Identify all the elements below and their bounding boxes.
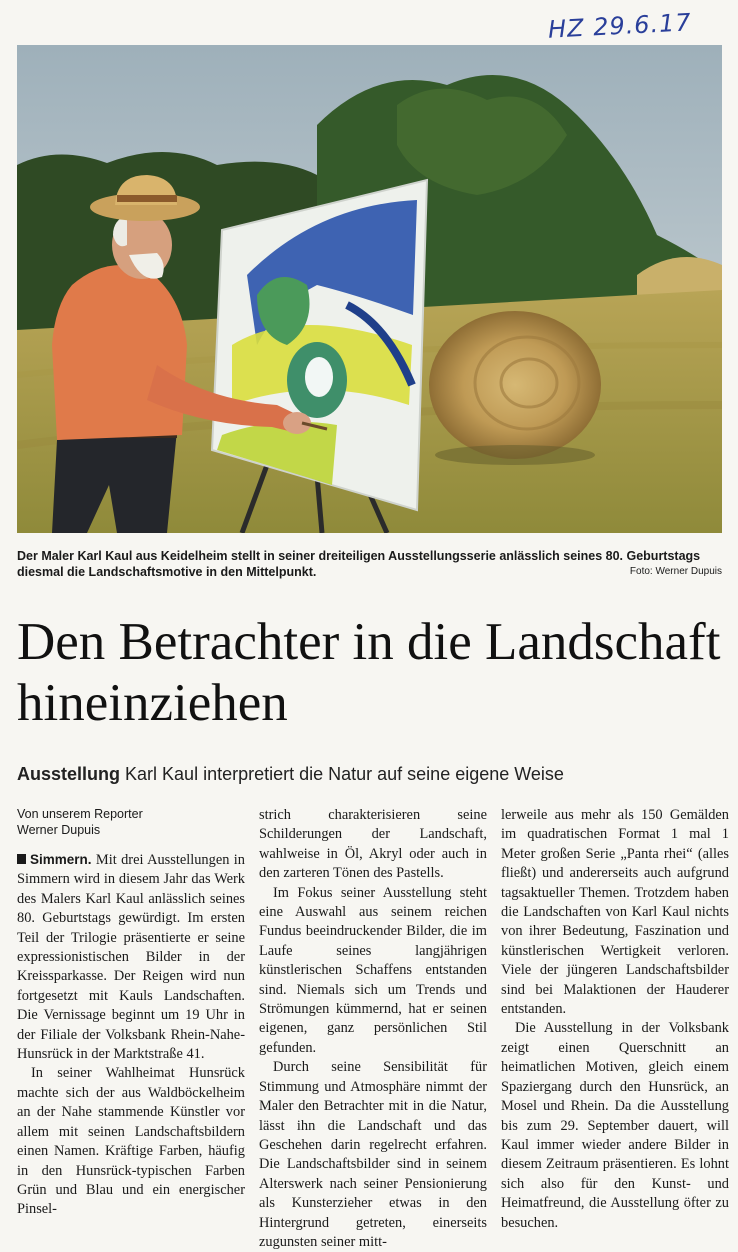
lead-marker-square [17, 854, 26, 864]
article-paragraph: Die Ausstellung in der Volksbank zeigt einen Querschnitt an heimatlichen Motiven, gleich einem Spaziergang durch den Hunsrück, an Mosel und Rhein. Da die Ausstellung bis zum 29. September dauert, will Kaul immer wieder andere Bilder in diesem Zeitraum präsentieren. Es lohnt sich also für den Kunst- und Heimatfreund, die Ausstellung öfter zu besuchen. [501, 1020, 729, 1231]
photo-caption [17, 548, 722, 580]
article-paragraph: In seiner Wahlheimat Hunsrück machte sich der aus Waldböckelheim an der Nahe stammende Künstler vor allem mit seinen Landschaftsbildern einen Namen. Kräftige Farben, häufig in den Hunsrück-typischen Farben Grün und Blau und ein energischer Pinsel- [17, 1065, 245, 1218]
article-photo [17, 45, 722, 533]
photo-painter-in-field [17, 45, 722, 533]
byline [17, 806, 245, 838]
article-headline: Den Betrachter in die Landschaft hineinziehen [17, 613, 721, 732]
byline-role: Von unserem Reporter [17, 807, 143, 821]
photo-credit: Foto: Werner Dupuis [629, 566, 722, 577]
subheadline-text: Karl Kaul interpretiert die Natur auf seine eigene Weise [125, 764, 564, 784]
article-paragraph: lerweile aus mehr als 150 Gemälden im quadratischen Format 1 mal 1 Meter großen Serie „Panta rhei“ (alles fließt) und andererseits auch aufgrund tagsaktueller Themen. Trotzdem haben die Landschaften von Karl Kaul nichts von ihrer Bedeutung, Faszination und künstlerischen Wertigkeit verloren. Viele der jüngeren Landschaftsbilder sind bei Malaktionen der Hauderer entstanden. [501, 807, 729, 1018]
caption-text: Der Maler Karl Kaul aus Keidelheim stellt in seiner dreiteiligen Ausstellungsserie anlässlich seines 80. Geburtstags diesmal die Landschaftsmotive in den Mittelpunkt. [17, 549, 701, 579]
byline-author: Werner Dupuis [17, 823, 101, 837]
subheadline-keyword: Ausstellung [17, 764, 121, 784]
article-paragraph: Im Fokus seiner Ausstellung steht eine Auswahl aus seinem reichen Fundus beeindruckender Bilder, die im Laufe seines langjährigen künstlerischen Schaffens entstanden sind. Niemals sich um Trends und Strömungen kümmernd, hat er seinen eigenen, ganz persönlichen Stil gefunden. [259, 884, 487, 1056]
article-column-1 [17, 806, 245, 1220]
article-column-2 [259, 806, 487, 1252]
dateline-place: Simmern. [30, 852, 92, 867]
article-column-3 [501, 806, 729, 1233]
article-paragraph: strich charakterisieren seine Schilderungen der Landschaft, wahlweise in Öl, Akryl oder auch in den zarteren Tönen des Pastells. [259, 807, 487, 882]
article-subheadline [17, 764, 722, 785]
article-paragraph: Durch seine Sensibilität für Stimmung und Atmosphäre nimmt der Maler den Betrachter mit in die Natur, lässt ihn die Landschaft und das Geschehen darin regelrecht erfahren. Die Landschaftsbilder sind in seinem Alterswerk nach seiner Pensionierung als Kunsterzieher etwas in den Hintergrund getreten, einerseits zugunsten seiner mitt- [259, 1059, 487, 1250]
article-paragraph [17, 850, 245, 1064]
paragraph-text: Mit drei Ausstellungen in Simmern wird in diesem Jahr das Werk des Malers Karl Kaul anlässlich seines 80. Geburtstags gewürdigt. Im ersten Teil der Trilogie präsentierte er seine expressionistischen Bilder in der Kreissparkasse. Der Reigen wird nun fortgesetzt mit Kauls Landschaften. Die Vernissage beginnt um 19 Uhr in der Filiale der Volksbank Rhein-Nahe-Hunsrück in der Marktstraße 41. [17, 852, 245, 1063]
handwritten-date-note: HZ 29.6.17 [547, 8, 693, 44]
